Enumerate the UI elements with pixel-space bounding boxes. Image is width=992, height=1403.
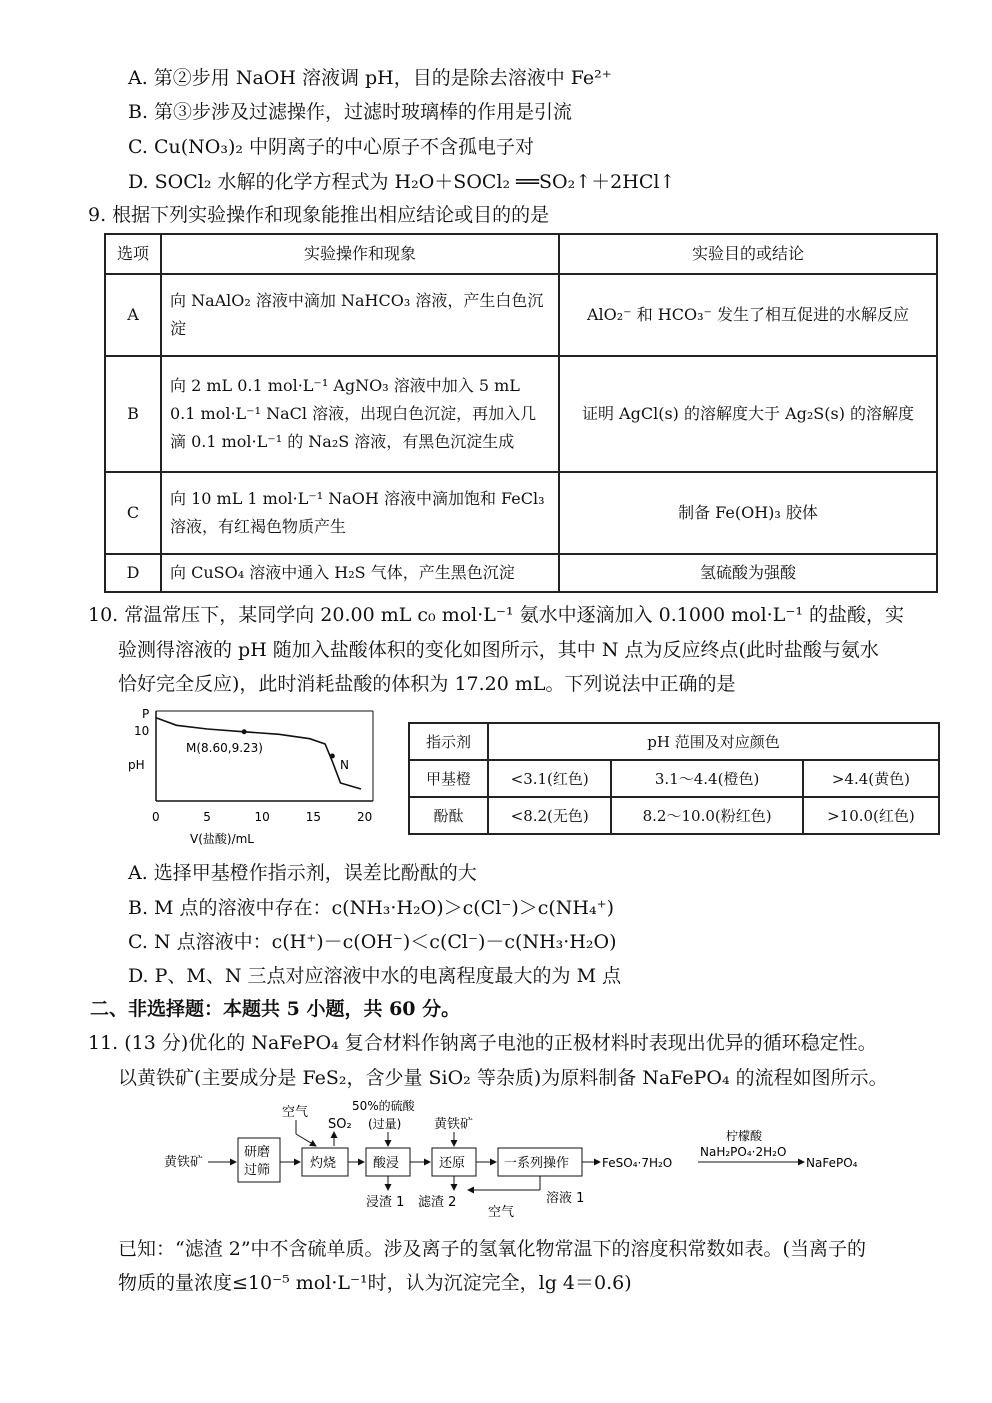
q10-option-c: C. N 点溶液中：c(H⁺)－c(OH⁻)＜c(Cl⁻)－c(NH₃·H₂O) (128, 931, 617, 953)
table-row (409, 797, 939, 834)
filtrate-label: 溶液 1 (546, 1191, 585, 1206)
table-row (105, 274, 937, 356)
q10-option-b: B. M 点的溶液中存在：c(NH₃·H₂O)＞c(Cl⁻)＞c(NH₄⁺) (128, 897, 615, 919)
x-tick-label: 15 (305, 810, 322, 824)
y-tick-label: 10 (134, 724, 150, 738)
x-axis-label: V(盐酸)/mL (190, 832, 254, 846)
q8-option-a: A. 第②步用 NaOH 溶液调 pH，目的是除去溶液中 Fe²⁺ (128, 67, 612, 89)
row-option: B (105, 356, 161, 472)
product-2-label: NaFePO₄ (806, 1156, 858, 1170)
table-row (105, 554, 937, 592)
q8-option-b: B. 第③步涉及过滤操作，过滤时玻璃棒的作用是引流 (128, 101, 573, 123)
y-axis-label: pH (128, 758, 145, 772)
range-cell: 3.1～4.4(橙色) (611, 760, 802, 797)
sieve-label: 过筛 (244, 1163, 271, 1178)
header-indicator: 指示剂 (409, 723, 488, 760)
point-m-label: M(8.60,9.23) (186, 741, 263, 755)
row-conclusion: 证明 AgCl(s) 的溶解度大于 Ag₂S(s) 的溶解度 (559, 356, 937, 472)
row-option: A (105, 274, 161, 356)
table-row (105, 472, 937, 554)
q10-option-a: A. 选择甲基橙作指示剂，误差比酚酞的大 (128, 862, 477, 884)
range-cell: <3.1(红色) (488, 760, 611, 797)
indicator-name: 酚酞 (409, 797, 488, 834)
range-cell: <8.2(无色) (488, 797, 611, 834)
series-ops-label: 一系列操作 (504, 1156, 570, 1171)
table-header-row (409, 723, 939, 760)
header-operation: 实验操作和现象 (161, 234, 559, 274)
q11-known-2: 物质的量浓度≤10⁻⁵ mol·L⁻¹时，认为沉淀完全，lg 4＝0.6) (118, 1272, 632, 1294)
citric-acid-label: 柠檬酸 (726, 1129, 763, 1143)
q11-stem-2: 以黄铁矿(主要成分是 FeS₂，含少量 SiO₂ 等杂质)为原料制备 NaFePO₄ 的流程如图所示。 (118, 1067, 888, 1089)
q10-stem-3: 恰好完全反应)，此时消耗盐酸的体积为 17.20 mL。下列说法中正确的是 (118, 673, 736, 695)
grind-label: 研磨 (244, 1145, 271, 1160)
q11-known-1: 已知：“滤渣 2”中不含硫单质。涉及离子的氢氧化物常温下的溶度积常数如表。(当离子的 (118, 1238, 866, 1260)
range-cell: >4.4(黄色) (803, 760, 939, 797)
x-tick-label: 20 (357, 810, 373, 824)
row-conclusion: AlO₂⁻ 和 HCO₃⁻ 发生了相互促进的水解反应 (559, 274, 937, 356)
x-tick-label: 5 (203, 810, 211, 824)
reduce-label: 还原 (439, 1156, 466, 1171)
x-tick-label: 0 (152, 810, 160, 824)
flow-start: 黄铁矿 (164, 1155, 204, 1170)
x-tick-label: 10 (254, 810, 270, 824)
q9-table (104, 233, 938, 593)
point-m-marker (242, 729, 247, 734)
residue-2-label: 滤渣 2 (418, 1195, 457, 1210)
q9-stem: 9. 根据下列实验操作和现象能推出相应结论或目的的是 (88, 204, 550, 226)
q8-option-c: C. Cu(NO₃)₂ 中阴离子的中心原子不含孤电子对 (128, 136, 535, 158)
q10-stem-1: 10. 常温常压下，某同学向 20.00 mL c₀ mol·L⁻¹ 氨水中逐滴加入 0.1000 mol·L⁻¹ 的盐酸，实 (88, 604, 905, 626)
row-option: D (105, 554, 161, 592)
table-header-row (105, 234, 937, 274)
acid-label: 50%的硫酸 (352, 1099, 415, 1113)
indicator-table (408, 722, 940, 835)
table-row (409, 760, 939, 797)
point-n-label: N (340, 758, 349, 772)
residue-1-label: 浸渣 1 (366, 1195, 405, 1210)
row-operation: 向 2 mL 0.1 mol·L⁻¹ AgNO₃ 溶液中加入 5 mL 0.1 mol·L⁻¹ NaCl 溶液，出现白色沉淀，再加入几滴 0.1 mol·L⁻¹ 的 Na₂S 溶液，有黑色沉淀生成 (161, 356, 559, 472)
row-option: C (105, 472, 161, 554)
process-flow-diagram (160, 1098, 880, 1218)
ph-titration-chart (128, 703, 378, 863)
section-heading: 二、非选择题：本题共 5 小题，共 60 分。 (90, 998, 461, 1020)
product-1-label: FeSO₄·7H₂O (602, 1156, 673, 1170)
air-label-1: 空气 (282, 1105, 309, 1120)
acid-leach-label: 酸浸 (373, 1156, 400, 1171)
q11-stem-1: 11. (13 分)优化的 NaFePO₄ 复合材料作钠离子电池的正极材料时表现出优异的循环稳定性。 (88, 1032, 877, 1054)
point-n-marker (330, 754, 335, 759)
table-row (105, 356, 937, 472)
row-operation: 向 NaAlO₂ 溶液中滴加 NaHCO₃ 溶液，产生白色沉淀 (161, 274, 559, 356)
range-cell: >10.0(红色) (803, 797, 939, 834)
q10-stem-2: 验测得溶液的 pH 随加入盐酸体积的变化如图所示，其中 N 点为反应终点(此时盐酸与氨水 (118, 639, 879, 661)
so2-label: SO₂ (328, 1117, 352, 1132)
indicator-name: 甲基橙 (409, 760, 488, 797)
row-operation: 向 CuSO₄ 溶液中通入 H₂S 气体，产生黑色沉淀 (161, 554, 559, 592)
pyrite-label: 黄铁矿 (434, 1117, 474, 1132)
row-conclusion: 制备 Fe(OH)₃ 胶体 (559, 472, 937, 554)
point-p-label: P (142, 707, 150, 721)
q10-option-d: D. P、M、N 三点对应溶液中水的电离程度最大的为 M 点 (128, 965, 622, 987)
header-option: 选项 (105, 234, 161, 274)
acid-excess-label: (过量) (368, 1117, 402, 1131)
row-conclusion: 氢硫酸为强酸 (559, 554, 937, 592)
range-cell: 8.2～10.0(粉红色) (611, 797, 802, 834)
header-conclusion: 实验目的或结论 (559, 234, 937, 274)
nah2po4-label: NaH₂PO₄·2H₂O (700, 1145, 787, 1159)
air-label-2: 空气 (488, 1205, 515, 1218)
q8-option-d: D. SOCl₂ 水解的化学方程式为 H₂O＋SOCl₂ ══SO₂↑＋2HCl↑ (128, 171, 676, 193)
row-operation: 向 10 mL 1 mol·L⁻¹ NaOH 溶液中滴加饱和 FeCl₃ 溶液，有红褐色物质产生 (161, 472, 559, 554)
roast-label: 灼烧 (310, 1156, 337, 1171)
header-ph-range: pH 范围及对应颜色 (488, 723, 939, 760)
